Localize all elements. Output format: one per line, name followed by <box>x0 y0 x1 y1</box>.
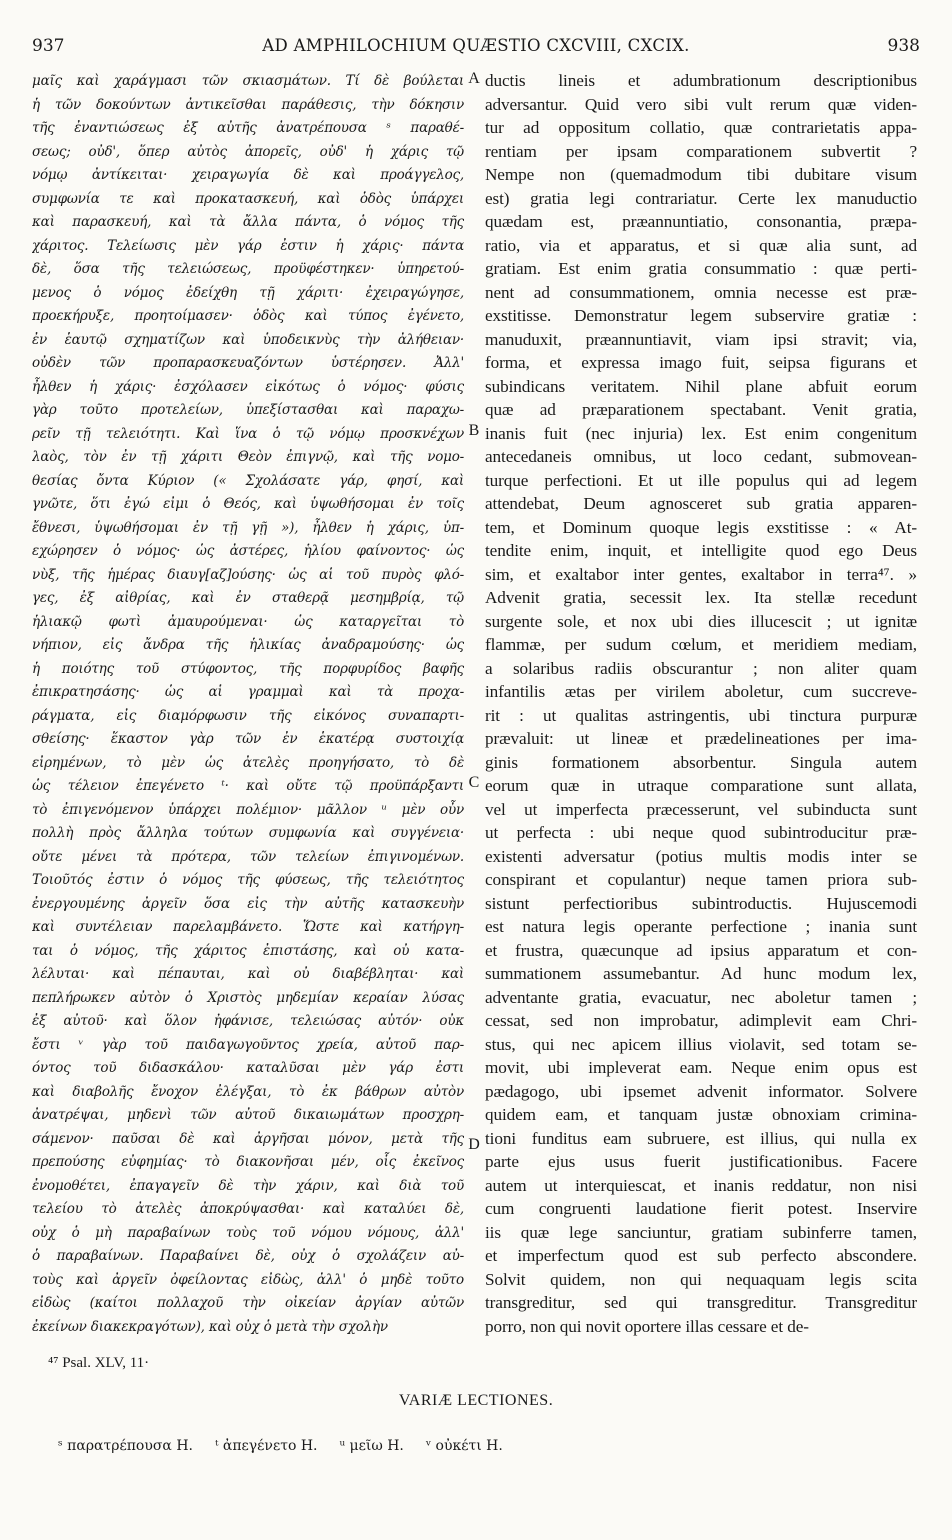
greek-line: ἐξ αὐτοῦ· καὶ ὅλον ἠφάνισε, τελειώσας αὐτόν· οὐκ <box>32 1013 464 1029</box>
latin-line: sistunt perfectioribus subintroductis. Hujuscemodi <box>485 893 917 913</box>
greek-line: καὶ διαβολῆς ἔνοχον ἐλέγξαι, τὸ ἐκ βάθρων αὐτὸν <box>32 1083 464 1100</box>
greek-line: χάριτος. Τελείωσις μὲν γάρ ἐστιν ἡ χάρις· πάντα <box>32 237 464 254</box>
greek-line: τὸ ἐπιγενόμενον ὑπάρχει πολέμιον· μᾶλλον ᵘ μὲν οὖν <box>32 801 464 818</box>
latin-text-column <box>485 70 917 1338</box>
greek-line: ται ὁ νόμος, τῆς χάριτος ἐπιστάσης, καὶ οὐ κατα- <box>32 942 464 959</box>
latin-line: turque perfectioni. Et ut ille populus qui ad legem <box>485 470 917 490</box>
variant-reading: ᵘ μεῖω H. <box>339 1438 404 1454</box>
latin-line: tem, et Dominum quoque legis exstitisse : « At- <box>485 517 917 537</box>
latin-line: quædam est, præannuntiatio, consonantia, præpa- <box>485 212 917 231</box>
greek-line: νήπιον, εἰς ἄνδρα τῆς ἡλικίας ἀναδραμούσης· ὡς <box>32 637 464 653</box>
latin-line: movit, ubi impleverat eam. Neque enim opus est <box>485 1058 917 1077</box>
latin-line: Nempe non (quemadmodum tibi dubitare visum <box>485 165 917 184</box>
greek-line: ράγματα, εἰς διαμόρφωσιν τῆς εἰκόνος συναπαρτι- <box>32 707 464 724</box>
latin-line: rentiam per ipsam comparationem subvertit ? <box>485 141 917 161</box>
variae-lectiones <box>58 1438 525 1454</box>
greek-line: ἡ τῶν δοκούντων ἀντικεῖσθαι παράθεσις, τὴν δόκησιν <box>32 96 464 113</box>
latin-line: Advenit gratia, secessit lex. Ita stellæ recedunt <box>485 588 917 607</box>
latin-line: summationem assumebantur. Ad hunc modum lex, <box>485 964 917 983</box>
latin-line: surgente sole, et nox ubi dies illucescit ; ut ignitæ <box>485 611 917 631</box>
latin-line: infantilis ætas per virilem aboletur, cum succreve- <box>485 682 917 701</box>
latin-line: quidem eam, et tanquam justæ obnoxiam crimina- <box>485 1105 917 1124</box>
greek-line: σάμενον· παῦσαι δὲ καὶ ἀργῆσαι μόνον, μετὰ τῆς <box>32 1130 464 1147</box>
greek-line: ρεῖν τῇ τελειότητι. Καὶ ἵνα ὁ τῷ νόμῳ προσκνέχων <box>32 425 464 442</box>
greek-line: ὡς τέλειον ἐπεγένετο ᵗ· καὶ οὔτε τῷ προϋπάρξαντι <box>32 778 464 794</box>
greek-line: εἰδὼς (καίτοι πολλαχοῦ τὴν οἰκείαν ἀργίαν αὐτῶν <box>32 1295 464 1311</box>
greek-line: προεκήρυξε, προητοίμασεν· ὁδὸς καὶ τύπος ἐγένετο, <box>32 308 464 324</box>
variant-reading: ᵗ ἀπεγένετο H. <box>215 1438 318 1454</box>
latin-line: a solaribus radiis obscurantur ; non aliter quam <box>485 658 917 678</box>
latin-line: exstitisse. Demonstratur legem subservire gratiæ : <box>485 306 917 325</box>
variae-lectiones-title: VARIÆ LECTIONES. <box>398 1392 554 1409</box>
greek-line: τελείου τὸ ἀτελὲς ἀποκρύψασθαι· καὶ καταλύει δὲ, <box>32 1201 464 1217</box>
latin-line: pædagogo, ubi ipsemet advenit informator. Solvere <box>485 1081 917 1101</box>
greek-line: τῆς ἐναντιώσεως ἐξ αὐτῆς ἀνατρέπουσα ˢ παραθέ- <box>32 120 464 136</box>
greek-line: πεπλήρωκεν αὐτὸν ὁ Χριστὸς μηδεμίαν κεραίαν λύσας <box>32 989 464 1006</box>
margin-marker: A <box>468 70 480 87</box>
latin-line: cessat, sed non improbatur, adimplevit eam Chri- <box>485 1011 917 1030</box>
greek-line: πρεπούσης εὐφημίας· τὸ διακονῆσαι μέν, οἷς ἐκεῖνος <box>32 1154 464 1170</box>
latin-line: autem ut interquiescat, et inanis reddatur, non nisi <box>485 1175 917 1195</box>
latin-line: stus, qui nec apicem illius violavit, sed totam se- <box>485 1034 917 1054</box>
greek-line: πολλὴ πρὸς ἄλληλα τούτων συμφωνία καὶ συγγένεια· <box>32 825 464 841</box>
latin-line: porro, non qui novit oportere illas cessare et de- <box>485 1316 809 1336</box>
latin-line: est natura legis operante perfectione ; inania sunt <box>485 917 917 936</box>
greek-line: μαῖς καὶ χαράγμασι τῶν σκιασμάτων. Τί δὲ βούλεται <box>32 73 464 89</box>
margin-marker: D <box>468 1136 480 1153</box>
latin-line: et frustra, quæcunque ad ipsius apparatum et con- <box>485 940 917 960</box>
latin-line: adversantur. Quid vero sibi vult rerum quæ viden- <box>485 94 917 114</box>
greek-line: Τοιοῦτός ἐστιν ὁ νόμος τῆς φύσεως, τῆς τελειότητος <box>32 872 464 888</box>
greek-line: εἰρημένων, τὸ μὲν ὡς ἀτελὲς προηγήσατο, τὸ δὲ <box>32 754 464 771</box>
greek-line: ἦλθεν ἡ χάρις· ἐσχόλασεν εἰκότως ὁ νόμος· φύσις <box>32 378 464 395</box>
greek-line: νὺξ, τῆς ἡμέρας διαυγ[αζ]ούσης· ὡς αἱ τοῦ πυρὸς φλό- <box>32 566 464 583</box>
latin-line: antecedaneis omnibus, ut loco cedant, submovean- <box>485 447 917 466</box>
variant-reading: ˢ παρατρέπουσα H. <box>58 1438 193 1454</box>
latin-line: ductis lineis et adumbrationum descriptionibus <box>485 71 917 90</box>
variant-reading: ᵛ οὐκέτι H. <box>425 1438 503 1454</box>
greek-line: όντος τοῦ διδασκάλου· καταλῦσαι μὲν γάρ ἐστι <box>32 1060 464 1076</box>
latin-line: et imperfectum quod est sub perfecto abscondere. <box>485 1246 917 1265</box>
greek-line: σθείσης· ἕκαστον γὰρ τῶν ἐν ἑκατέρᾳ συστοιχίᾳ <box>32 731 464 747</box>
page-number-right: 938 <box>887 36 920 56</box>
greek-line: οὐχ ὁ μὴ παραβαίνων τοὺς τοῦ νόμου νόμους, ἀλλ' <box>32 1224 464 1241</box>
greek-line: λέλυται· καὶ πέπαυται, καὶ οὐ διαβέβληται· καὶ <box>32 966 464 982</box>
greek-line: σεως; οὐδ', ὅπερ αὐτὸς ἀπορεῖς, οὐδ' ἡ χάρις τῷ <box>32 143 464 160</box>
greek-line: οὔτε μένει τὰ πρότερα, τῶν τελείων ἐπιγινομένων. <box>32 848 464 865</box>
margin-marker: C <box>468 774 480 791</box>
greek-line: ἐνομοθέτει, ἐπαγαγεῖν δὲ τὴν χάριν, καὶ διὰ τοῦ <box>32 1177 464 1194</box>
greek-line: δὲ, ὅσα τῆς τελειώσεως, προϋφέστηκεν· ὑπηρετού- <box>32 261 464 277</box>
latin-line: conspirant et copulantur) neque tamen priora sub- <box>485 870 917 889</box>
latin-line: attendebat, Deum agnosceret sub gratia apparen- <box>485 494 917 513</box>
latin-line: prævaluit: ut lineæ et prædelineationes per ima- <box>485 729 917 748</box>
greek-line: θεσίας ὄντα Κύριον (« Σχολάσατε γάρ, φησί, καὶ <box>32 472 464 489</box>
latin-line: eorum quæ in utraque comparatione sunt allata, <box>485 776 917 795</box>
greek-line: ἐνεργουμένης ἀργεῖν ὅσα εἰς τὴν αὐτῆς κατασκευὴν <box>32 895 464 912</box>
latin-line: adventante gratia, evacuatur, nec aboletur tamen ; <box>485 987 917 1007</box>
greek-line: τοὺς καὶ ἀργεῖν ὀφείλοντας εἰδὼς, ἀλλ' ὁ μηδὲ τοῦτο <box>32 1271 464 1288</box>
latin-line: iis quæ lege sanciuntur, gratiam subinferre tamen, <box>485 1222 917 1242</box>
latin-line: existenti adversatur (potius multis modis inter se <box>485 846 917 866</box>
latin-line: transgreditur, sed qui transgreditur. Transgreditur <box>485 1293 917 1312</box>
running-title: AD AMPHILOCHIUM QUÆSTIO CXCVIII, CXCIX. <box>262 36 690 55</box>
latin-line: manuduxit, præannuntiavit, viam ipsi stravit; via, <box>485 329 917 349</box>
greek-line: νόμῳ ἀντίκειται· χειραγωγία δὲ καὶ προάγγελος, <box>32 167 464 183</box>
greek-line: γὰρ τοῦτο προτελείων, ὑπεξίστασθαι καὶ παραχω- <box>32 402 464 418</box>
greek-line: ἐκείνων διακεκραγότων), καὶ οὐχ ὁ μετὰ τὴν σχολὴν <box>32 1318 388 1335</box>
latin-line: parte ejus usus fuerit justificationibus. Facere <box>485 1152 917 1171</box>
latin-line: Solvit quidem, non qui nequaquam legis scita <box>485 1269 917 1289</box>
latin-line: rit : ut qualitas astringentis, ubi tinctura purpuræ <box>485 705 917 725</box>
greek-line: ἔστι ᵛ γὰρ τοῦ παιδαγωγοῦντος χρεία, αὐτοῦ παρ- <box>32 1036 464 1053</box>
greek-line: ἔθνεσι, ὑψωθήσομαι ἐν τῇ γῇ »), ἦλθεν ἡ χάρις, ὑπ- <box>32 519 464 536</box>
latin-line: nent ad consummationem, omnia necesse est præ- <box>485 282 917 302</box>
latin-line: inanis fuit (nec injuria) lex. Est enim congenitum <box>485 423 917 443</box>
greek-line: ἡ ποιότης τοῦ στύφοντος, τῆς πορφυρίδος βαφῆς <box>32 660 464 677</box>
greek-line: καὶ συντέλειαν παρελαμβάνετο. Ὥστε καὶ κατήργη- <box>32 919 464 935</box>
greek-line: γνῶτε, ὅτι ἐγώ εἰμι ὁ Θεός, καὶ ὑψωθήσομαι ἐν τοῖς <box>32 496 464 512</box>
latin-line: sim, et exaltabor inter gentes, exaltabor in terra⁴⁷. » <box>485 564 917 584</box>
latin-line: ginis formationem absorbentur. Singula autem <box>485 752 917 772</box>
margin-marker: B <box>468 422 480 439</box>
latin-line: flammæ, per sudum cœlum, et meridiem mediam, <box>485 635 917 654</box>
greek-line: συμφωνία τε καὶ προκατασκευή, καὶ ὁδὸς ὑπάρχει <box>32 190 464 207</box>
latin-line: vel ut imperfecta præcesserunt, vel subinducta sunt <box>485 799 917 819</box>
latin-line: subindicans veritatem. Nihil plane abfuit eorum <box>485 376 917 396</box>
greek-line: καὶ παρασκευή, καὶ τὰ ἄλλα πάντα, ὁ νόμος τῆς <box>32 214 464 230</box>
page-header <box>32 36 920 62</box>
latin-line: ut perfecta : ubi neque quod subintroducitur præ- <box>485 823 917 842</box>
latin-line: tendite enim, inquit, et intelligite quod ego Deus <box>485 541 917 560</box>
latin-line: ratio, via et apparatus, et si quæ alia sunt, ad <box>485 235 917 255</box>
greek-line: ἐπικρατησάσης· ὡς αἱ γραμμαὶ καὶ τὰ προχα- <box>32 684 464 700</box>
greek-line: ἐν ἑαυτῷ σχηματίζων καὶ ὑποδεικνὺς τὴν ἀλήθειαν· <box>32 331 464 348</box>
latin-line: quæ ad præparationem spectabant. Venit gratia, <box>485 400 917 419</box>
greek-line: λαὸς, τὸν ἐν τῇ χάριτι Θεὸν ἐπιγνῷ, καὶ τῆς νομο- <box>32 449 464 465</box>
greek-line: ἀνατρέψαι, μηδενὶ τῶν αὐτοῦ δικαιωμάτων προσχρη- <box>32 1107 464 1123</box>
latin-line: est) gratia legi contrariatur. Certe lex manuductio <box>485 188 917 208</box>
greek-line: μενος ὁ νόμος ἐδείχθη τῇ χάριτι· ἐχειραγώγησε, <box>32 284 464 301</box>
latin-line: tur ad oppositum collatio, quæ contrarietatis appa- <box>485 118 917 137</box>
page-number-left: 937 <box>32 36 65 56</box>
greek-text-column <box>32 70 464 1338</box>
latin-line: gratiam. Est enim gratia consummatio : quæ perti- <box>485 259 917 278</box>
latin-line: forma, et expressa imago fuit, seipsa figurans et <box>485 353 917 372</box>
latin-line: cum congruenti laudatione fierit potest. Inservire <box>485 1199 917 1218</box>
greek-line: οὐδὲν τῶν προπαρασκευαζόντων ὑστέρησεν. Ἀλλ' <box>32 355 464 371</box>
greek-line: εχώρησεν ὁ νόμος· ὡς ἀστέρες, ἡλίου φαίνοντος· ὡς <box>32 543 464 559</box>
greek-line: ἡλιακῷ φωτὶ ἀμαυρούμεναι· ὡς καταργεῖται τὸ <box>32 613 464 630</box>
greek-line: ὁ παραβαίνων. Παραβαίνει δὲ, οὐχ ὁ σχολάζειν αὐ- <box>32 1248 464 1264</box>
greek-line: γες, ἐξ αἰθρίας, καὶ ἐν σταθερᾷ μεσημβρίᾳ, τῷ <box>32 590 464 606</box>
footnote: ⁴⁷ Psal. XLV, 11· <box>48 1355 150 1371</box>
latin-line: tioni funditus eam subruere, est illius, qui nulla ex <box>485 1128 917 1148</box>
